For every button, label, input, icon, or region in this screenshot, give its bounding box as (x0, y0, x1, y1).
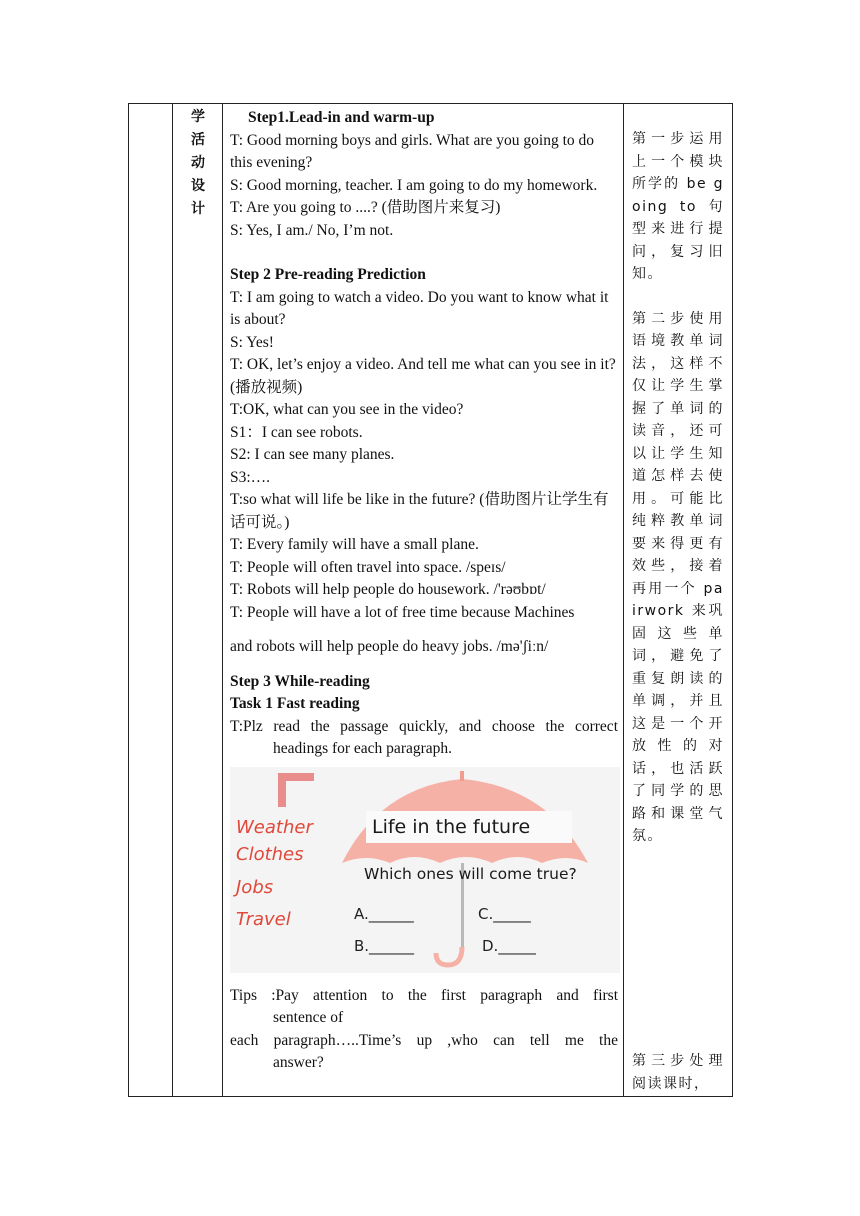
lesson-content (230, 107, 618, 1075)
note-step2: 第二步使用语境教单词法，这样不仅让学生掌握了单词的读音，还可以让学生知道怎样去使用。可能比纯粹教单词要来得更有效些，接着再用一个 pairwork 来巩固这些单词，避免了重复朗读的单调，并且这是一个开放性的对话，也活跃了同学的思路和课堂气氛。 (632, 310, 724, 844)
dialogue-line: T:so what will life be like in the future? (借助图片让学生有话可说。) (230, 491, 609, 531)
task1-heading: Task 1 Fast reading (230, 695, 360, 712)
dialogue-line: T:OK, what can you see in the video? (230, 401, 464, 418)
slide-option-d: D._____ (482, 936, 536, 955)
slide-keyword-weather: Weather (236, 816, 313, 838)
label-char: 动 (191, 155, 205, 171)
dialogue-line: T: I am going to watch a video. Do you want to know what it is about? (230, 288, 609, 328)
slide-option-b: B.______ (354, 936, 415, 955)
activity-design-label (186, 106, 210, 221)
slide-title: Life in the future (366, 811, 572, 843)
dialogue-line: T: OK, let’s enjoy a video. And tell me what can you see in it? (播放视频) (230, 356, 616, 396)
corner-bracket-shape (278, 773, 314, 807)
label-char: 设 (191, 178, 205, 194)
dialogue-line: T: People will often travel into space. /speɪs/ (230, 558, 506, 576)
dialogue-line: S: Yes, I am./ No, I’m not. (230, 221, 394, 239)
task1-instruction-cont: headings for each paragraph. (273, 740, 453, 757)
slide-keyword-jobs: Jobs (236, 876, 274, 898)
note-step1: 第一步运用上一个模块所学的 be going to 句型来进行提问，复习旧知。 (632, 131, 724, 282)
label-char: 学 (191, 109, 205, 125)
dialogue-line: S3:…. (230, 468, 271, 486)
step1-heading: Step1.Lead-in and warm-up (248, 109, 435, 126)
tips-line-cont: sentence of (273, 1009, 344, 1026)
note-step3: 第三步处理阅读课时， (632, 1053, 724, 1092)
dialogue-line: S2: I can see many planes. (230, 446, 395, 463)
table-border-bottom (128, 1096, 732, 1097)
umbrella-handle-shape (436, 947, 462, 965)
slide-keyword-clothes: Clothes (236, 843, 304, 865)
table-divider-2 (222, 103, 223, 1097)
table-divider-3 (623, 103, 624, 1097)
tips-line: each paragraph…..Time’s up ,who can tell me the (230, 1031, 618, 1049)
dialogue-line: T: Are you going to ....? (借助图片来复习) (230, 199, 501, 216)
step2-heading: Step 2 Pre-reading Prediction (230, 266, 426, 283)
label-char: 活 (191, 132, 205, 148)
table-divider-1 (172, 103, 173, 1097)
dialogue-line: T: Every family will have a small plane. (230, 536, 479, 553)
dialogue-line: and robots will help people do heavy jobs. /mə'ʃiːn/ (230, 638, 549, 655)
task1-instruction: T:Plz read the passage quickly, and choose the correct (230, 717, 618, 735)
tips-line-cont: answer? (273, 1054, 324, 1071)
dialogue-line: S: Good morning, teacher. I am going to do my homework. (230, 176, 598, 194)
table-border-right (732, 103, 733, 1097)
table-border-top (128, 103, 732, 104)
dialogue-line: T: People will have a lot of free time because Machines (230, 603, 575, 621)
dialogue-line: T: Robots will help people do housework. /'rəʊbɒt/ (230, 581, 546, 598)
lesson-slide-image (230, 767, 620, 973)
slide-keyword-travel: Travel (236, 908, 291, 930)
table-border-left (128, 103, 129, 1097)
dialogue-line: T: Good morning boys and girls. What are you going to do this evening? (230, 131, 595, 171)
slide-option-a: A.______ (354, 904, 414, 923)
slide-question: Which ones will come true? (364, 864, 577, 883)
dialogue-line: S: Yes! (230, 333, 274, 351)
tips-line: Tips :Pay attention to the first paragraph and first (230, 986, 618, 1004)
label-char: 计 (191, 201, 205, 217)
teaching-notes (632, 128, 724, 1092)
dialogue-line: S1：I can see robots. (230, 423, 363, 441)
step3-heading: Step 3 While-reading (230, 672, 370, 690)
slide-option-c: C._____ (478, 904, 531, 923)
